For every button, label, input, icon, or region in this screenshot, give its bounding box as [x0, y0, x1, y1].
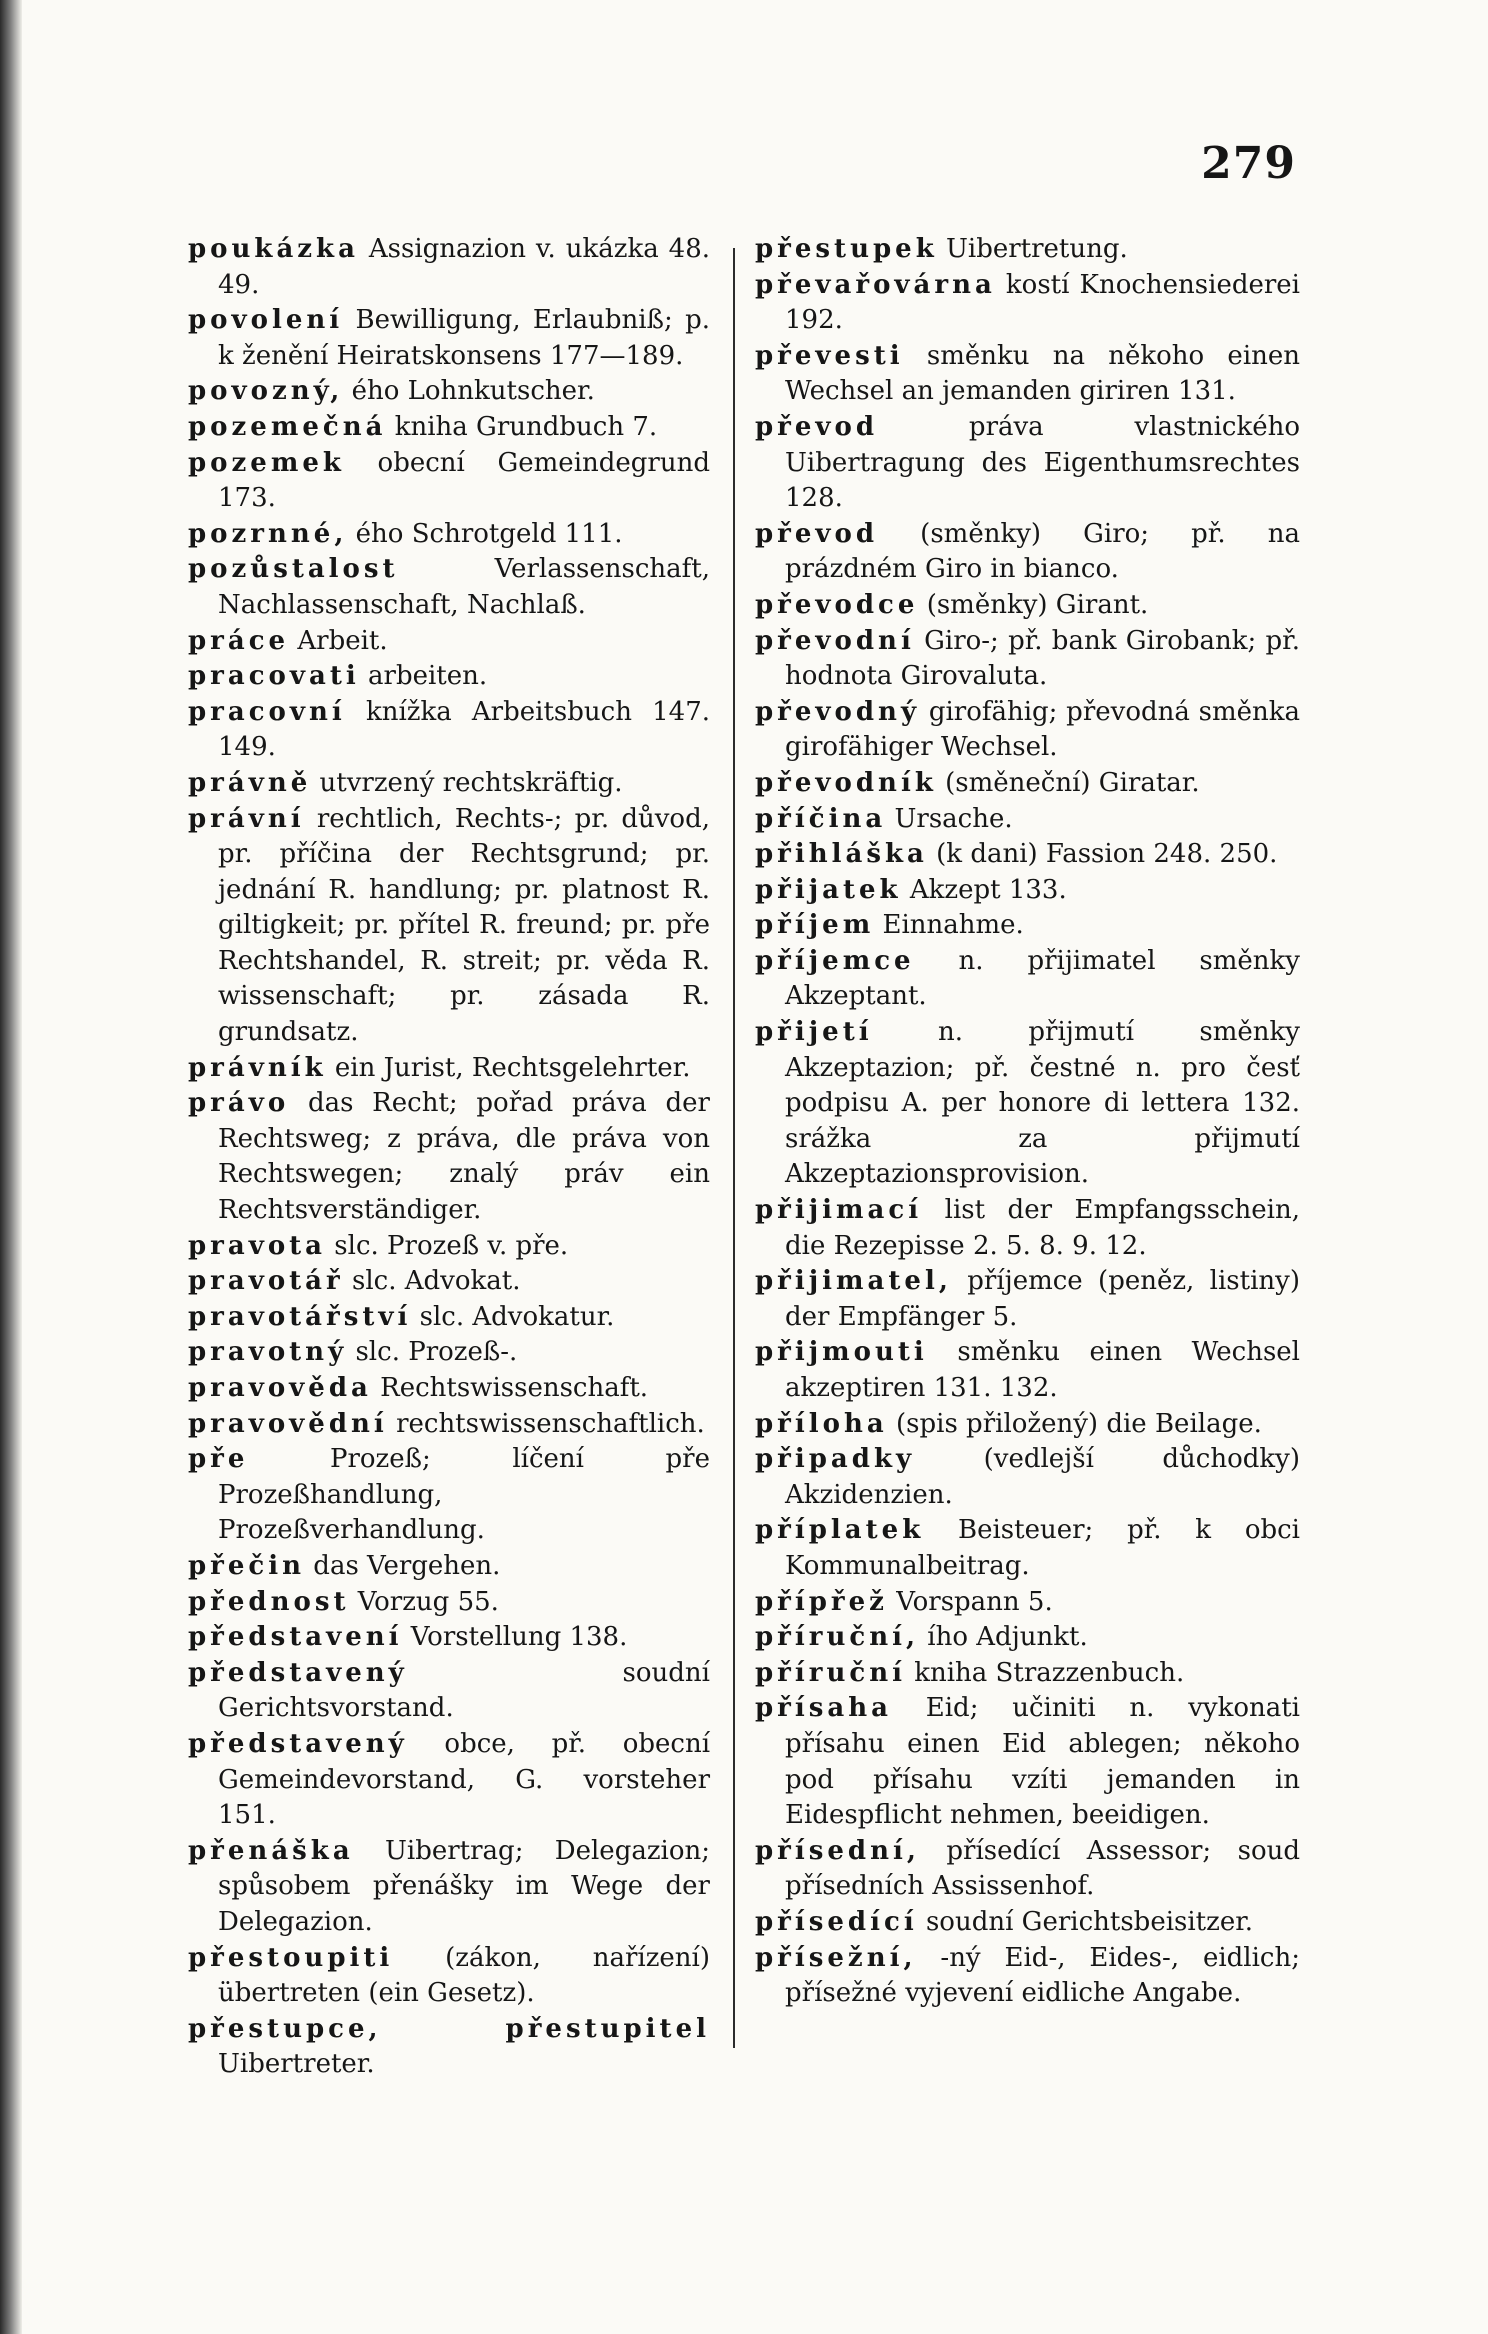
dictionary-entry	[755, 1335, 1300, 1406]
dictionary-entry	[188, 232, 710, 303]
headword: pravovědní	[188, 1408, 388, 1439]
dictionary-entry	[755, 517, 1300, 588]
definition: (směnky) Girant.	[926, 589, 1149, 620]
definition: n. přijimatel směnky Akzeptant.	[785, 945, 1300, 1012]
definition: přísedící Assessor; soud přísedních Assissenhof.	[785, 1835, 1301, 1902]
headword: právní	[188, 803, 305, 834]
dictionary-entry	[188, 303, 710, 374]
dictionary-entry	[755, 873, 1300, 909]
definition: kniha Strazzenbuch.	[914, 1657, 1185, 1688]
definition: Uibertretung.	[945, 234, 1128, 264]
headword: příplatek	[755, 1515, 925, 1546]
headword: pravotářství	[188, 1301, 412, 1332]
definition: rechtlich, Rechts-; pr. důvod, pr. příčina der Rechtsgrund; pr. jednání R. handlung; pr. platnost R. giltigkeit; pr. přítel R. freund; pr. pře Rechtshandel, R. streit; pr. věda R. wissenschaft; pr. zásada R. grundsatz.	[218, 803, 710, 1048]
dictionary-entry	[755, 1691, 1300, 1833]
headword: pravověda	[188, 1373, 372, 1403]
dictionary-entry	[188, 374, 710, 410]
definition: Eid; učiniti n. vykonati přísahu einen Eid ablegen; někoho pod přísahu vzíti jemanden in Eidespflicht nehmen, beeidigen.	[785, 1693, 1300, 1831]
headword: převodce	[755, 589, 919, 620]
dictionary-entry	[188, 1585, 710, 1621]
headword: přestupek	[755, 234, 938, 264]
headword: převod	[755, 411, 879, 442]
headword: příčina	[755, 803, 887, 834]
headword: převod	[755, 518, 879, 549]
headword: pozemečná	[188, 411, 387, 442]
dictionary-entry	[755, 1513, 1300, 1584]
dictionary-entry	[755, 1015, 1300, 1193]
dictionary-entry	[755, 1407, 1300, 1443]
headword: přijimatel,	[755, 1266, 952, 1297]
headword: právník	[188, 1052, 327, 1083]
definition: Bewilligung, Erlaubniß; p. k ženění Heiratskonsens 177—189.	[218, 305, 710, 371]
definition: Beisteuer; př. k obci Kommunalbeitrag.	[785, 1515, 1300, 1581]
dictionary-entry	[755, 1264, 1300, 1335]
dictionary-entry	[188, 766, 710, 802]
dictionary-entry	[188, 1300, 710, 1336]
dictionary-entry	[188, 1264, 710, 1300]
headword: právně	[188, 767, 312, 798]
definition: Giro-; př. bank Girobank; př. hodnota Girovaluta.	[785, 625, 1301, 692]
definition: arbeiten.	[368, 661, 488, 692]
definition: ého Lohnkutscher.	[351, 376, 595, 407]
headword: přestoupiti	[188, 1942, 394, 1973]
headword: pracovati	[188, 661, 360, 692]
definition: Uibertrag; Delegazion; spůsobem přenášky im Wege der Delegazion.	[218, 1835, 711, 1937]
dictionary-entry	[755, 802, 1300, 838]
definition: směnku na někoho einen Wechsel an jemanden giriren 131.	[785, 340, 1301, 407]
definition: (k dani) Fassion 248. 250.	[936, 839, 1278, 870]
headword: poukázka	[188, 234, 359, 264]
dictionary-entry	[188, 1371, 710, 1407]
definition: slc. Advokat.	[352, 1266, 521, 1297]
dictionary-entry	[755, 1834, 1300, 1905]
headword: přenáška	[188, 1835, 354, 1866]
headword: příruční	[755, 1657, 906, 1688]
definition: Assignazion v. ukázka 48. 49.	[218, 234, 711, 300]
dictionary-entry	[188, 1407, 710, 1443]
dictionary-entry	[755, 1656, 1300, 1692]
headword: přestupce, přestupitel	[188, 2013, 710, 2044]
definition: kostí Knochensiederei 192.	[785, 269, 1300, 336]
dictionary-entry	[755, 1941, 1300, 2012]
definition: rechtswissenschaftlich.	[396, 1408, 705, 1439]
definition: utvrzený rechtskräftig.	[319, 767, 623, 798]
headword: převodník	[755, 767, 937, 798]
definition: soudní Gerichtsvorstand.	[218, 1657, 710, 1724]
headword: převodní	[755, 625, 915, 656]
dictionary-entry	[755, 766, 1300, 802]
right-column	[755, 232, 1300, 2012]
dictionary-entry	[755, 944, 1300, 1015]
headword: představení	[188, 1622, 403, 1653]
headword: pozrnné,	[188, 518, 348, 549]
headword: pozemek	[188, 447, 345, 478]
definition: Vorzug 55.	[357, 1586, 499, 1617]
definition: Akzept 133.	[909, 874, 1067, 905]
headword: přijetí	[755, 1017, 873, 1048]
dictionary-entry	[755, 410, 1300, 517]
definition: kniha Grundbuch 7.	[394, 411, 658, 442]
dictionary-entry	[188, 695, 710, 766]
dictionary-entry	[188, 517, 710, 553]
definition: -ný Eid-, Eides-, eidlich; přísežné vyjevení eidliche Angabe.	[785, 1942, 1300, 2009]
headword: pracovní	[188, 696, 346, 727]
headword: převařovárna	[755, 269, 996, 300]
headword: přijimací	[755, 1195, 923, 1226]
headword: příloha	[755, 1408, 888, 1439]
dictionary-entry	[755, 837, 1300, 873]
dictionary-entry	[188, 1656, 710, 1727]
dictionary-entry	[188, 446, 710, 517]
headword: přípřež	[755, 1586, 888, 1617]
headword: povolení	[188, 305, 344, 336]
headword: pře	[188, 1444, 249, 1475]
headword: pravotář	[188, 1266, 344, 1297]
dictionary-entry	[188, 1442, 710, 1549]
definition: příjemce (peněz, listiny) der Empfänger 5.	[785, 1266, 1300, 1332]
headword: příruční,	[755, 1622, 920, 1653]
headword: přísežní,	[755, 1942, 917, 1973]
headword: přijatek	[755, 874, 902, 905]
dictionary-entry	[188, 1941, 710, 2012]
dictionary-entry	[755, 588, 1300, 624]
dictionary-entry	[755, 1905, 1300, 1941]
definition: Rechtswissenschaft.	[380, 1373, 649, 1403]
headword: připadky	[755, 1444, 916, 1475]
dictionary-entry	[755, 232, 1300, 268]
definition: das Recht; pořad práva der Rechtsweg; z práva, dle práva von Rechtswegen; znalý práv ein Rechtsverständiger.	[218, 1088, 710, 1226]
dictionary-entry	[755, 268, 1300, 339]
dictionary-entry	[188, 1335, 710, 1371]
dictionary-entry	[755, 1442, 1300, 1513]
headword: příjemce	[755, 945, 915, 976]
dictionary-entry	[188, 2012, 710, 2083]
definition: Ursache.	[894, 803, 1013, 834]
definition: Vorstellung 138.	[410, 1622, 628, 1653]
dictionary-entry	[188, 1620, 710, 1656]
definition: ího Adjunkt.	[927, 1622, 1088, 1653]
definition: (vedlejší důchodky) Akzidenzien.	[785, 1444, 1300, 1510]
definition: slc. Prozeß-.	[355, 1337, 518, 1368]
definition: list der Empfangsschein, die Rezepisse 2. 5. 8. 9. 12.	[785, 1195, 1301, 1261]
left-column	[188, 232, 710, 2083]
headword: pravotný	[188, 1337, 348, 1368]
definition: slc. Advokatur.	[419, 1301, 615, 1332]
headword: převodný	[755, 696, 921, 727]
headword: představený	[188, 1728, 408, 1759]
definition: slc. Prozeß v. pře.	[334, 1230, 569, 1261]
definition: (směnky) Giro; př. na prázdném Giro in bianco.	[785, 518, 1300, 585]
dictionary-entry	[188, 1086, 710, 1228]
dictionary-entry	[188, 552, 710, 623]
headword: přednost	[188, 1586, 350, 1617]
dictionary-entry	[755, 695, 1300, 766]
column-divider	[733, 248, 735, 2048]
definition: Prozeß; líčení pře Prozeßhandlung, Prozeßverhandlung.	[218, 1444, 710, 1546]
headword: převesti	[755, 340, 904, 371]
dictionary-entry	[188, 1727, 710, 1834]
definition: obecní Gemeindegrund 173.	[218, 447, 710, 514]
definition: (zákon, nařízení) übertreten (ein Gesetz).	[218, 1942, 710, 2009]
headword: pravota	[188, 1230, 327, 1261]
dictionary-entry	[755, 1585, 1300, 1621]
headword: představený	[188, 1657, 408, 1688]
definition: knížka Arbeitsbuch 147. 149.	[218, 696, 710, 763]
dictionary-entry	[188, 1549, 710, 1585]
definition: Uibertreter.	[218, 2049, 375, 2080]
definition: Einnahme.	[882, 910, 1024, 941]
definition: obce, př. obecní Gemeindevorstand, G. vorsteher 151.	[218, 1728, 711, 1831]
dictionary-entry	[188, 1229, 710, 1265]
page-number: 279	[1201, 138, 1296, 189]
dictionary-entry	[188, 624, 710, 660]
definition: (spis přiložený) die Beilage.	[896, 1408, 1262, 1439]
headword: přijmouti	[755, 1337, 928, 1368]
definition: směnku einen Wechsel akzeptiren 131. 132.	[785, 1337, 1300, 1403]
definition: Arbeit.	[297, 625, 388, 656]
definition: ein Jurist, Rechtsgelehrter.	[334, 1052, 691, 1083]
definition: Vorspann 5.	[896, 1586, 1053, 1617]
headword: přečin	[188, 1550, 306, 1581]
headword: příjem	[755, 910, 875, 941]
headword: přísední,	[755, 1835, 920, 1866]
definition: das Vergehen.	[313, 1550, 501, 1581]
page-edge-shadow	[0, 0, 22, 2334]
dictionary-entry	[188, 802, 710, 1051]
headword: práce	[188, 625, 290, 656]
definition: Verlassenschaft, Nachlassenschaft, Nachlaß.	[218, 554, 710, 620]
headword: přihláška	[755, 839, 928, 870]
dictionary-entry	[188, 410, 710, 446]
dictionary-entry	[188, 1051, 710, 1087]
dictionary-entry	[755, 339, 1300, 410]
definition: práva vlastnického Uibertragung des Eigenthumsrechtes 128.	[785, 411, 1300, 514]
dictionary-entry	[755, 908, 1300, 944]
dictionary-entry	[188, 1834, 710, 1941]
dictionary-entry	[755, 624, 1300, 695]
definition: n. přijmutí směnky Akzeptazion; př. čestné n. pro česť podpisu A. per honore di lettera 132. srážka za přijmutí Akzeptazionsprovision.	[785, 1017, 1300, 1190]
definition: (směneční) Giratar.	[945, 767, 1200, 798]
dictionary-entry	[188, 659, 710, 695]
definition: soudní Gerichtsbeisitzer.	[925, 1906, 1254, 1937]
dictionary-entry	[755, 1620, 1300, 1656]
definition: girofähig; převodná směnka girofähiger Wechsel.	[785, 696, 1301, 763]
headword: právo	[188, 1088, 290, 1119]
headword: přísedící	[755, 1906, 918, 1937]
headword: přísaha	[755, 1693, 892, 1724]
dictionary-entry	[755, 1193, 1300, 1264]
headword: pozůstalost	[188, 554, 399, 585]
headword: povozný,	[188, 376, 344, 407]
definition: ého Schrotgeld 111.	[355, 518, 623, 549]
